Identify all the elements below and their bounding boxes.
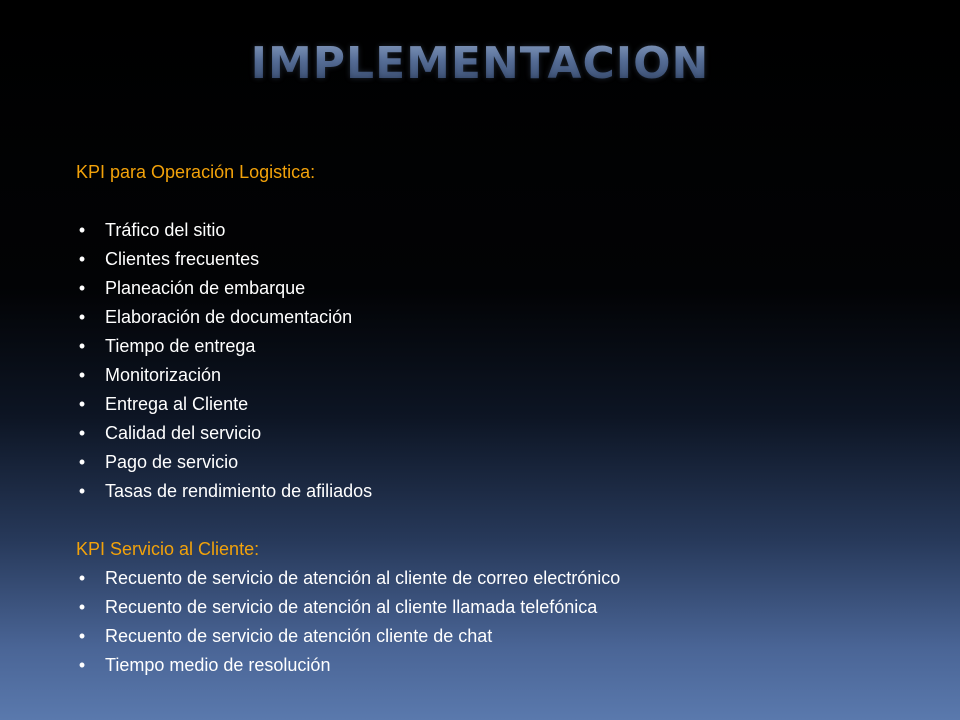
bullet-icon: • [78,278,86,298]
list-item-text: Tráfico del sitio [105,220,226,240]
bullet-icon: • [78,249,86,269]
list-item [76,245,916,274]
bullet-icon: • [78,336,86,356]
list-item [76,419,916,448]
spacer [76,187,916,216]
customer-service-kpi-list [76,564,916,680]
list-item-text: Clientes frecuentes [105,249,260,269]
bullet-icon: • [78,307,86,327]
bullet-icon: • [78,655,86,675]
list-item [76,593,916,622]
bullet-icon: • [78,394,86,414]
list-item-text: Recuento de servicio de atención al cliente de correo electrónico [105,568,621,588]
spacer [76,506,916,535]
list-item [76,651,916,680]
list-item [76,274,916,303]
list-item-text: Recuento de servicio de atención cliente de chat [105,626,493,646]
bullet-icon: • [78,626,86,646]
slide-title: IMPLEMENTACION [0,38,960,89]
list-item-text: Tiempo medio de resolución [105,655,331,675]
list-item-text: Calidad del servicio [105,423,262,443]
list-item [76,564,916,593]
list-item-text: Planeación de embarque [105,278,306,298]
list-item [76,448,916,477]
slide-content [76,158,916,680]
list-item [76,622,916,651]
bullet-icon: • [78,220,86,240]
list-item [76,332,916,361]
list-item-text: Elaboración de documentación [105,307,353,327]
list-item [76,361,916,390]
list-item [76,216,916,245]
list-item-text: Tiempo de entrega [105,336,256,356]
section-heading-logistics: KPI para Operación Logistica: [76,162,316,182]
list-item-text: Pago de servicio [105,452,239,472]
list-item-text: Tasas de rendimiento de afiliados [105,481,373,501]
bullet-icon: • [78,365,86,385]
bullet-icon: • [78,568,86,588]
list-item-text: Recuento de servicio de atención al cliente llamada telefónica [105,597,598,617]
bullet-icon: • [78,423,86,443]
bullet-icon: • [78,597,86,617]
list-item-text: Entrega al Cliente [105,394,249,414]
list-item [76,303,916,332]
bullet-icon: • [78,481,86,501]
list-item [76,390,916,419]
list-item-text: Monitorización [105,365,222,385]
section-heading-customer-service: KPI Servicio al Cliente: [76,539,260,559]
list-item [76,477,916,506]
logistics-kpi-list [76,216,916,506]
bullet-icon: • [78,452,86,472]
